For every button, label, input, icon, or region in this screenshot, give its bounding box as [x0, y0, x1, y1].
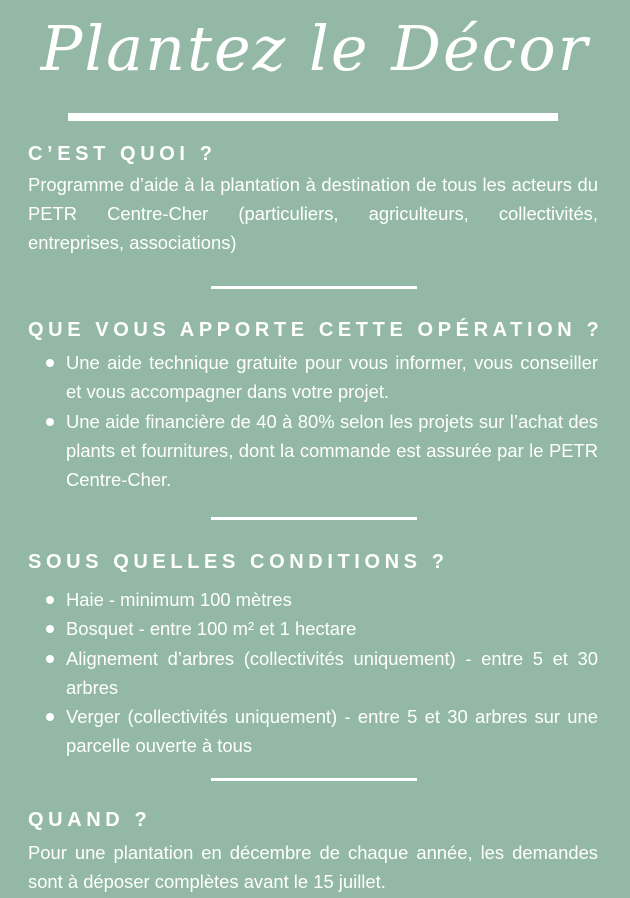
section-divider [211, 778, 417, 781]
section-heading-benefits: QUE VOUS APPORTE CETTE OPÉRATION ? [28, 319, 604, 341]
section-heading-conditions: SOUS QUELLES CONDITIONS ? [28, 551, 449, 573]
list-item: Alignement d’arbres (collectivités uniquement) - entre 5 et 30 arbres [28, 644, 598, 703]
section-heading-when: QUAND ? [28, 809, 152, 831]
section-text-what: Programme d’aide à la plantation à destination de tous les acteurs du PETR Centre-Cher (particuliers, agriculteurs, collectivités, entreprises, associations) [28, 174, 598, 253]
section-divider [211, 286, 417, 289]
list-item: Une aide financière de 40 à 80% selon les projets sur l’achat des plants et fournitures, dont la commande est assurée par le PETR Centre-Cher. [28, 407, 598, 495]
list-item: Haie - minimum 100 mètres [28, 585, 598, 614]
page-title: Plantez le Décor [40, 12, 590, 85]
section-divider [211, 517, 417, 520]
list-item: Bosquet - entre 100 m² et 1 hectare [28, 614, 598, 643]
section-text-when: Pour une plantation en décembre de chaque année, les demandes sont à déposer complètes avant le 15 juillet. [28, 842, 598, 892]
title-underline [68, 113, 558, 121]
benefits-list [28, 348, 598, 494]
list-item: Verger (collectivités uniquement) - entre 5 et 30 arbres sur une parcelle ouverte à tous [28, 702, 598, 761]
section-heading-what: C’EST QUOI ? [28, 143, 217, 165]
list-item: Une aide technique gratuite pour vous informer, vous conseiller et vous accompagner dans votre projet. [28, 348, 598, 407]
conditions-list [28, 585, 598, 761]
